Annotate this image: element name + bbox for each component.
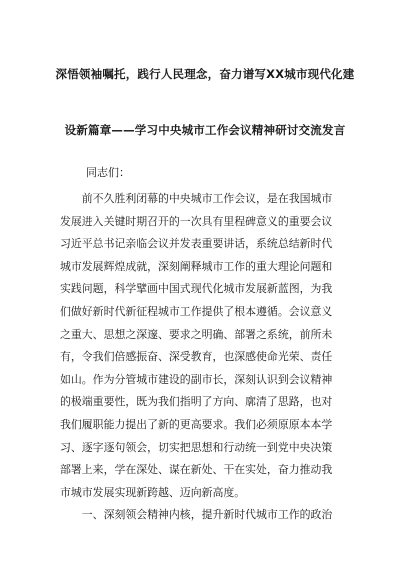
body-line: 城市发展辉煌成就，深刻阐释城市工作的重大理论问题和 — [60, 259, 333, 273]
body-line: 前不久胜利闭幕的中央城市工作会议，是在我国城市 — [60, 192, 333, 205]
body-line: 之重大、思想之深邃、要求之明确、部署之系统，前所未 — [60, 327, 333, 341]
body-line: 市城市发展实现新跨越、迈向新高度。 — [60, 485, 246, 499]
salutation: 同志们： — [86, 166, 130, 179]
body-line: 习、逐字逐句领会，切实把思想和行动统一到党中央决策 — [60, 440, 333, 454]
document-title-line-2: 设新篇章——学习中央城市工作会议精神研讨交流发言 — [64, 123, 346, 137]
body-line: 有，令我们倍感振奋、深受教育，也深感使命光荣、责任 — [60, 350, 333, 364]
body-line: 的极端重要性，既为我们指明了方向、廓清了思路，也对 — [60, 395, 333, 409]
body-line: 们做好新时代新征程城市工作提供了根本遵循。会议意义 — [60, 305, 333, 318]
body-line: 实践问题，科学擘画中国式现代化城市发展新蓝图，为我 — [60, 282, 333, 296]
body-line: 如山。作为分管城市建设的副市长，深刻认识到会议精神 — [60, 372, 333, 386]
body-line: 发展进入关键时期召开的一次具有里程碑意义的重要会议 — [60, 214, 333, 228]
body-line: 一、深刻领会精神内核，提升新时代城市工作的政治 — [60, 508, 333, 522]
body-line: 我们履职能力提出了新的更高要求。我们必须原原本本学 — [60, 418, 333, 431]
document-title-line-1: 深悟领袖嘱托，践行人民理念，奋力谱写XX城市现代化建 — [55, 67, 355, 81]
body-line: 部署上来，学在深处、谋在新处、干在实处，奋力推动我 — [60, 463, 333, 477]
body-line: 习近平总书记亲临会议并发表重要讲话，系统总结新时代 — [60, 237, 333, 251]
